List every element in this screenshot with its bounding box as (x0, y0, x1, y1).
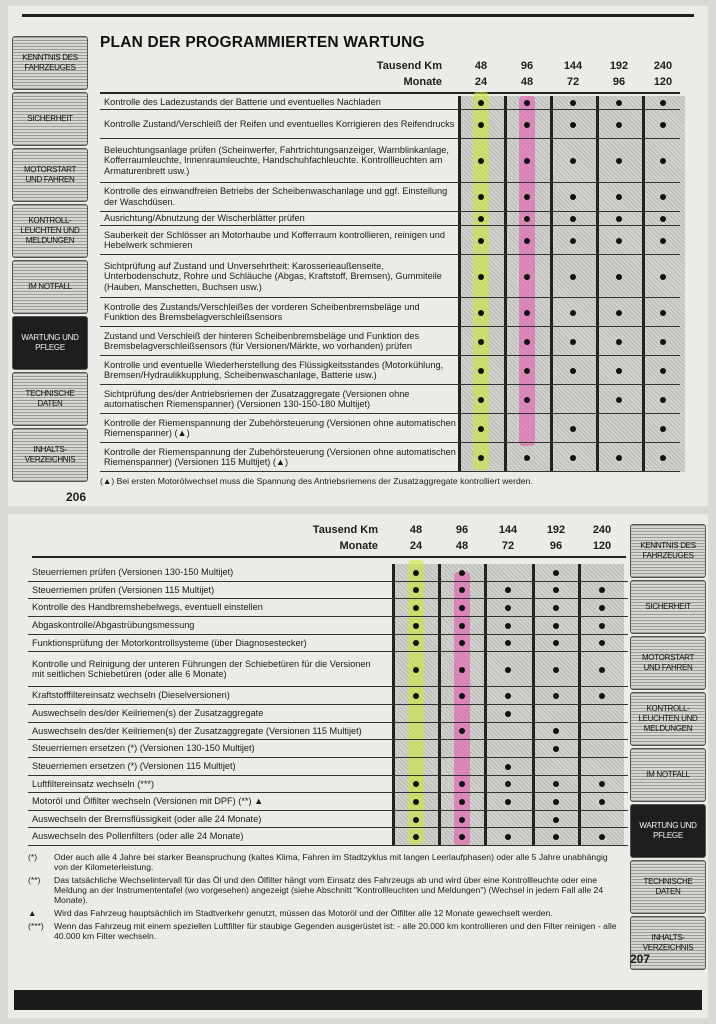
interval-mark (570, 216, 576, 222)
footnote-text: Wenn das Fahrzeug mit einem speziellen Luftfilter für staubige Gegenden ausgerüstet ist: - alle 20.000 km kontrollieren und den Filter reinigen - alle 40.000 km Filter wechseln. (54, 921, 617, 941)
km-value: 96 (520, 60, 534, 72)
months-value: 72 (501, 540, 515, 552)
task-label: Auswechseln der Bremsflüssigkeit (oder alle 24 Monate) (32, 813, 262, 824)
task-label: Kontrolle und Reinigung der unteren Führungen der Schiebetüren für die Versionen mit seitlichen Schiebetüren (oder alle 6 Monate) (32, 658, 371, 680)
footnote (28, 921, 618, 941)
km-value: 48 (409, 524, 423, 536)
interval-mark (524, 397, 530, 403)
months-value: 72 (566, 76, 580, 88)
km-value: 48 (474, 60, 488, 72)
footnote-text: Das tatsächliche Wechselintervall für das Öl und den Ölfilter hängt vom Einsatz des Fahrzeugs ab und wird über eine Kontrollleuchte oder eine Meldung an der Instrumententafel (wo vorgesehen) angezeigt (siehe Abschnitt "Kontrollleuchten und Meldungen") (Wechsel in jedem Fall alle 24 Monate). (54, 875, 604, 905)
table-row (100, 298, 680, 327)
interval-mark (505, 623, 511, 629)
table-row (100, 226, 680, 255)
interval-mark (570, 274, 576, 280)
interval-mark (478, 122, 484, 128)
interval-mark (660, 426, 666, 432)
table-row (28, 723, 628, 741)
months-value: 24 (409, 540, 423, 552)
table-row (28, 687, 628, 705)
interval-mark (660, 397, 666, 403)
tab-wartung-und-pflege[interactable]: WARTUNG UND PFLEGE (630, 804, 706, 858)
interval-header-top (8, 60, 708, 92)
table-row (100, 356, 680, 385)
interval-mark (660, 368, 666, 374)
interval-mark (459, 799, 465, 805)
task-label: Luftfiltereinsatz wechseln (***) (32, 778, 155, 789)
task-label: Sichtprüfung auf Zustand und Unversehrtheit: Karosserieaußenseite, Unterbodenschutz, Rohre und Schläuche (Abgas, Kraftstoff, Bremsen), Gummiteile (Hauben, Manschetten, Buchsen usw.) (104, 260, 442, 292)
table-row (28, 599, 628, 617)
months-value: 120 (653, 76, 673, 88)
interval-mark (660, 455, 666, 461)
interval-mark (413, 570, 419, 576)
task-label: Sichtprüfung des/der Antriebsriemen der Zusatzaggregate (Versionen ohne automatischen Riemenspanner) (Versionen 130-150-180 Multijet) (104, 388, 410, 410)
interval-mark (478, 339, 484, 345)
task-label: Steuerriemen ersetzen (*) (Versionen 115 Multijet) (32, 760, 236, 771)
task-label: Beleuchtungsanlage prüfen (Scheinwerfer, Fahrtrichtungsanzeiger, Warnblinkanlage, Kofferraumleuchte, Innenraumleuchte, Handschuhfachleuchte. Kontrollleuchten am Armaturenbrett usw.) (104, 144, 449, 176)
interval-mark (478, 238, 484, 244)
table-row (100, 110, 680, 139)
header-divider (100, 92, 680, 94)
table-row (28, 705, 628, 723)
months-value: 24 (474, 76, 488, 88)
interval-mark (599, 623, 605, 629)
tab-motorstart-und-fahren[interactable]: MOTORSTART UND FAHREN (630, 636, 706, 690)
km-label: Tausend Km (376, 60, 442, 72)
interval-mark (478, 426, 484, 432)
table-row (100, 212, 680, 226)
interval-mark (599, 667, 605, 673)
footnote-mark: (***) (28, 921, 44, 931)
interval-mark (570, 122, 576, 128)
footnote-text: Wird das Fahrzeug hauptsächlich im Stadtverkehr genutzt, müssen das Motoröl und der Ölfilter alle 12 Monate gewechselt werden. (54, 908, 553, 918)
task-label: Steuerriemen prüfen (Versionen 130-150 Multijet) (32, 567, 234, 578)
interval-mark (505, 799, 511, 805)
interval-mark (660, 238, 666, 244)
interval-mark (616, 397, 622, 403)
task-label: Funktionsprüfung der Motorkontrollsysteme (über Diagnosestecker) (32, 637, 307, 648)
page-number-206: 206 (66, 490, 87, 504)
footnote (28, 852, 618, 872)
task-label: Kontrolle und eventuelle Wiederherstellung des Flüssigkeitsstandes (Motorkühlung, Bremsen/Hydraulikkupplung, Scheibenwaschanlage, Batterie usw.) (104, 359, 444, 381)
interval-mark (616, 122, 622, 128)
interval-mark (616, 310, 622, 316)
tab-im-notfall[interactable]: IM NOTFALL (630, 748, 706, 802)
tab-kontroll-leuchten-und-meldungen[interactable]: KONTROLL-LEUCHTEN UND MELDUNGEN (12, 204, 88, 258)
interval-mark (478, 455, 484, 461)
task-label: Motoröl und Ölfilter wechseln (Versionen mit DPF) (**) ▲ (32, 796, 264, 807)
footnotes (28, 852, 618, 944)
interval-mark (524, 274, 530, 280)
table-row (100, 385, 680, 414)
interval-mark (553, 667, 559, 673)
tab-technische-daten[interactable]: TECHNISCHE DATEN (12, 372, 88, 426)
interval-mark (413, 799, 419, 805)
interval-mark (616, 274, 622, 280)
footnote (28, 908, 618, 918)
months-label: Monate (339, 540, 378, 552)
km-value: 192 (546, 524, 566, 536)
interval-mark (660, 216, 666, 222)
interval-mark (505, 667, 511, 673)
footnote-mark: ▲ (28, 908, 37, 918)
maintenance-table-bottom (28, 564, 628, 846)
tab-technische-daten[interactable]: TECHNISCHE DATEN (630, 860, 706, 914)
months-value: 48 (455, 540, 469, 552)
interval-mark (616, 455, 622, 461)
interval-mark (524, 238, 530, 244)
interval-mark (459, 570, 465, 576)
km-value: 240 (592, 524, 612, 536)
page-206 (8, 6, 708, 506)
interval-mark (660, 274, 666, 280)
km-value: 240 (653, 60, 673, 72)
table-row (100, 183, 680, 212)
months-label: Monate (403, 76, 442, 88)
footnote-mark: (**) (28, 875, 41, 885)
header-divider (32, 556, 626, 558)
task-label: Kontrolle der Riemenspannung der Zubehörsteuerung (Versionen ohne automatischen Riemenspanner) (Versionen 115 Multijet) (▲) (104, 446, 456, 468)
interval-mark (616, 216, 622, 222)
interval-mark (478, 397, 484, 403)
interval-mark (478, 368, 484, 374)
table-row (100, 139, 680, 182)
months-value: 96 (549, 540, 563, 552)
task-label: Auswechseln des/der Keilriemen(s) der Zusatzaggregate (32, 708, 264, 719)
table-row (28, 652, 628, 687)
months-value: 120 (592, 540, 612, 552)
table-row (100, 443, 680, 472)
task-label: Kontrolle des Ladezustands der Batterie und eventuelles Nachladen (104, 97, 381, 108)
table-row (100, 327, 680, 356)
interval-mark (524, 310, 530, 316)
chapter-tabs-left (12, 36, 88, 482)
interval-mark (524, 455, 530, 461)
task-label: Auswechseln des Pollenfilters (oder alle 24 Monate) (32, 831, 244, 842)
table-row (28, 564, 628, 582)
interval-mark (599, 799, 605, 805)
table-row (28, 617, 628, 635)
task-label: Kontrolle des Zustands/Verschleißes der vorderen Scheibenbremsbeläge und Funktion des Bremsbelagverschleißsensors (104, 301, 420, 323)
tab-sicherheit[interactable]: SICHERHEIT (12, 92, 88, 146)
interval-mark (505, 764, 511, 770)
interval-mark (570, 455, 576, 461)
table-row (28, 635, 628, 653)
interval-mark (570, 339, 576, 345)
interval-mark (459, 667, 465, 673)
interval-mark (660, 339, 666, 345)
km-value: 192 (609, 60, 629, 72)
tab-im-notfall[interactable]: IM NOTFALL (12, 260, 88, 314)
task-label: Sauberkeit der Schlösser an Motorhaube und Kofferraum kontrollieren, reinigen und Hebelwerk schmieren (104, 229, 445, 251)
interval-mark (524, 368, 530, 374)
interval-mark (478, 310, 484, 316)
interval-mark (505, 711, 511, 717)
table-row (28, 776, 628, 794)
tab-inhalts-verzeichnis[interactable]: INHALTS-VERZEICHNIS (12, 428, 88, 482)
table-row (28, 758, 628, 776)
table-row (100, 255, 680, 298)
task-label: Zustand und Verschleiß der hinteren Scheibenbremsbeläge und Funktion des Bremsbelagverschleißsensors (für Versionen/Märkte, wo vorhanden) prüfen (104, 330, 420, 352)
maintenance-table-top (100, 96, 680, 472)
km-value: 144 (498, 524, 518, 536)
table-row (28, 828, 628, 846)
interval-mark (413, 817, 419, 823)
months-value: 96 (612, 76, 626, 88)
interval-mark (660, 310, 666, 316)
km-value: 144 (563, 60, 583, 72)
page-number-207: 207 (630, 952, 651, 966)
km-label: Tausend Km (312, 524, 378, 536)
tab-kenntnis-des-fahrzeuges[interactable]: KENNTNIS DES FAHRZEUGES (630, 524, 706, 578)
task-label: Kontrolle Zustand/Verschleiß der Reifen und eventuelles Korrigieren des Reifendrucks (104, 119, 455, 130)
interval-mark (616, 238, 622, 244)
interval-mark (570, 310, 576, 316)
interval-mark (616, 339, 622, 345)
interval-mark (553, 570, 559, 576)
table-row (100, 96, 680, 110)
interval-mark (570, 238, 576, 244)
table-row (28, 793, 628, 811)
interval-mark (524, 122, 530, 128)
interval-mark (570, 426, 576, 432)
interval-mark (553, 623, 559, 629)
interval-mark (553, 817, 559, 823)
footnote-belt-tension: (▲) Bei ersten Motorölwechsel muss die Spannung des Antriebsriemens der Zusatzaggregate kontrolliert werden. (100, 476, 533, 486)
task-label: Abgaskontrolle/Abgastrübungsmessung (32, 619, 195, 630)
task-label: Auswechseln des/der Keilriemen(s) der Zusatzaggregate (Versionen 115 Multijet) (32, 725, 362, 736)
interval-mark (524, 339, 530, 345)
interval-mark (660, 122, 666, 128)
top-rule (22, 14, 694, 17)
table-row (28, 811, 628, 829)
page-title: PLAN DER PROGRAMMIERTEN WARTUNG (100, 34, 425, 51)
interval-mark (478, 274, 484, 280)
task-label: Kontrolle der Riemenspannung der Zubehörsteuerung (Versionen ohne automatischen Riemenspanner) (▲) (104, 417, 456, 439)
task-label: Kraftstofffiltereinsatz wechseln (Dieselversionen) (32, 690, 230, 701)
tab-wartung-und-pflege[interactable]: WARTUNG UND PFLEGE (12, 316, 88, 370)
task-label: Kontrolle des einwandfreien Betriebs der Scheibenwaschanlage und ggf. Einstellung der Waschdüsen. (104, 186, 448, 207)
table-row (28, 740, 628, 758)
interval-mark (459, 623, 465, 629)
page-207 (8, 514, 708, 1018)
interval-mark (478, 216, 484, 222)
table-row (100, 414, 680, 443)
bottom-rule (14, 990, 702, 1010)
interval-mark (413, 623, 419, 629)
chapter-tabs-right (630, 524, 706, 970)
months-value: 48 (520, 76, 534, 88)
tab-kontroll-leuchten-und-meldungen[interactable]: KONTROLL-LEUCHTEN UND MELDUNGEN (630, 692, 706, 746)
footnote-text: Oder auch alle 4 Jahre bei starker Beanspruchung (kaltes Klima, Fahren im Stadtzyklus mit langen Leerlaufphasen) oder alle 5 Jahre unabhängig von der Kilometerleistung. (54, 852, 608, 872)
interval-mark (459, 817, 465, 823)
interval-mark (570, 368, 576, 374)
tab-motorstart-und-fahren[interactable]: MOTORSTART UND FAHREN (12, 148, 88, 202)
footnote-mark: (*) (28, 852, 38, 862)
task-label: Kontrolle des Handbremshebelwegs, eventuell einstellen (32, 602, 263, 613)
tab-sicherheit[interactable]: SICHERHEIT (630, 580, 706, 634)
tab-inhalts-verzeichnis[interactable]: INHALTS-VERZEICHNIS (630, 916, 706, 970)
km-value: 96 (455, 524, 469, 536)
interval-mark (553, 799, 559, 805)
interval-mark (413, 667, 419, 673)
task-label: Steuerriemen ersetzen (*) (Versionen 130-150 Multijet) (32, 743, 255, 754)
task-label: Ausrichtung/Abnutzung der Wischerblätter prüfen (104, 213, 305, 224)
interval-mark (616, 368, 622, 374)
tab-kenntnis-des-fahrzeuges[interactable]: KENNTNIS DES FAHRZEUGES (12, 36, 88, 90)
task-label: Steuerriemen prüfen (Versionen 115 Multijet) (32, 584, 215, 595)
footnote (28, 875, 618, 905)
interval-mark (524, 216, 530, 222)
interval-header-bottom (8, 524, 708, 556)
table-row (28, 582, 628, 600)
